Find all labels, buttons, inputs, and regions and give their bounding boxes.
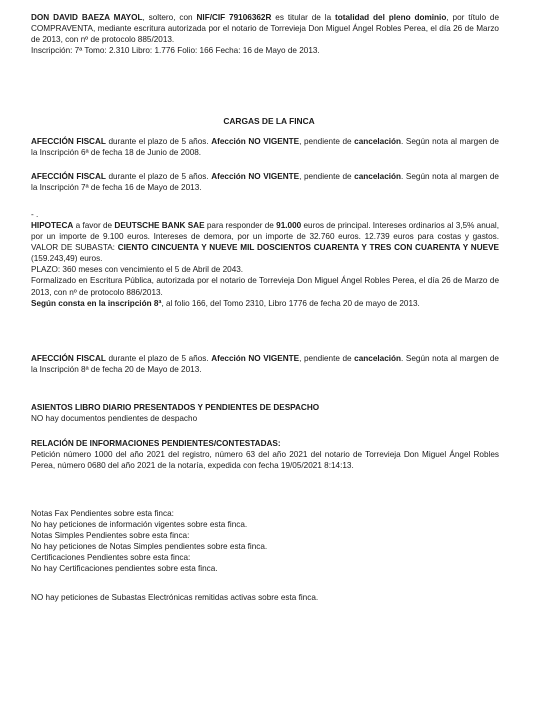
afeccion-1-text-3: . Según nota al margen de la Inscripción 6ª de fecha 18 de Junio de 2008.: [31, 137, 499, 158]
afeccion-3-text-2: , pendiente de: [299, 354, 355, 363]
afeccion-2-bold: AFECCIÓN FISCAL: [31, 172, 106, 181]
afeccion-2: [31, 171, 499, 193]
afeccion-2-text-3: . Según nota al margen de la Inscripción 7ª de fecha 16 de Mayo de 2013.: [31, 172, 499, 193]
owner-text-1: , soltero, con: [142, 13, 197, 22]
owner-name: DON DAVID BAEZA MAYOL: [31, 13, 143, 22]
asientos-title: ASIENTOS LIBRO DIARIO PRESENTADOS Y PENDIENTES DE DESPACHO: [31, 403, 320, 412]
afeccion-3-status: Afección NO VIGENTE: [211, 354, 300, 363]
afeccion-2-text-2: , pendiente de: [299, 172, 355, 181]
owner-nif: NIF/CIF 79106362R: [196, 13, 272, 22]
owner-text-3: , por título de COMPRAVENTA, mediante escritura autorizada por el notario de Torrevieja Don Miguel Ángel Robles Perea, el día 26 de Marzo de 2013, con nº de protocolo 885/2013.: [31, 13, 500, 45]
hipoteca-amount: 91.000: [276, 221, 302, 230]
hipoteca-text-3: euros de principal. Intereses ordinarios al 3,5% anual, por un importe de 9.100 euros. Intereses de demora, por un importe de 32.760 euros. 12.739 euros para costas y gastos. VALOR DE SUBASTA:: [31, 221, 499, 253]
notas-line: No hay peticiones de información vigentes sobre esta finca.: [31, 520, 248, 530]
afeccion-1-cancel: cancelación: [354, 137, 402, 146]
notas-line: No hay peticiones de Notas Simples pendientes sobre esta finca.: [31, 542, 268, 552]
afeccion-1: [31, 136, 499, 158]
hipoteca-text-1: a favor de: [73, 221, 115, 230]
afeccion-2-cancel: cancelación: [354, 172, 402, 181]
hipoteca-text-4: (159.243,49) euros.: [31, 254, 103, 264]
hipoteca-paragraph: [31, 220, 499, 309]
notas-line: No hay Certificaciones pendientes sobre esta finca.: [31, 564, 218, 574]
afeccion-3-cancel: cancelación: [354, 354, 402, 363]
hipoteca-text-2: para responder de: [204, 221, 277, 230]
hipoteca-consta: [31, 298, 499, 309]
hipoteca-consta-bold: Según consta en la inscripción 8ª: [31, 298, 162, 308]
dash-marker: - .: [31, 210, 39, 219]
owner-inscription: Inscripción: 7ª Tomo: 2.310 Libro: 1.776 Folio: 166 Fecha: 16 de Mayo de 2013.: [31, 46, 320, 56]
afeccion-3: [31, 353, 499, 375]
hipoteca-bank: DEUTSCHE BANK SAE: [114, 221, 205, 230]
owner-totality: totalidad del pleno dominio: [335, 13, 447, 22]
relacion-title: RELACIÓN DE INFORMACIONES PENDIENTES/CONTESTADAS:: [31, 439, 281, 448]
relacion-text: Petición número 1000 del año 2021 del registro, número 63 del año 2021 del notario de Torrevieja Don Miguel Ángel Robles Perea, número 0680 del año 2021 de la notaría, expedida con fecha 19/05/2021 8:14:13.: [31, 450, 499, 471]
afeccion-3-text: durante el plazo de 5 años.: [105, 354, 212, 363]
afeccion-1-bold: AFECCIÓN FISCAL: [31, 137, 106, 146]
subastas-text: NO hay peticiones de Subastas Electrónicas remitidas activas sobre esta finca.: [31, 593, 319, 602]
cargas-heading: CARGAS DE LA FINCA: [223, 116, 315, 126]
hipoteca-bold: HIPOTECA: [31, 221, 74, 230]
notas-line: Notas Simples Pendientes sobre esta finca:: [31, 531, 190, 541]
afeccion-1-status: Afección NO VIGENTE: [211, 137, 300, 146]
owner-paragraph: [31, 12, 499, 56]
afeccion-3-text-3: . Según nota al margen de la Inscripción 8ª de fecha 20 de Mayo de 2013.: [31, 354, 499, 375]
afeccion-1-text-2: , pendiente de: [299, 137, 355, 146]
hipoteca-consta-text: , al folio 166, del Tomo 2310, Libro 1776 de fecha 20 de mayo de 2013.: [161, 298, 420, 308]
notas-line: Certificaciones Pendientes sobre esta finca:: [31, 553, 191, 563]
asientos-text: NO hay documentos pendientes de despacho: [31, 414, 198, 424]
notas-line: Notas Fax Pendientes sobre esta finca:: [31, 509, 174, 518]
relacion-section: [31, 438, 499, 471]
hipoteca-formalizado: Formalizado en Escritura Pública, autorizada por el notario de Torrevieja Don Miguel Ángel Robles Perea, el día 26 de Marzo de 2013, con nº de protocolo 886/2013.: [31, 276, 499, 297]
hipoteca-plazo: PLAZO: 360 meses con vencimiento el 5 de Abril de 2043.: [31, 265, 244, 275]
afeccion-2-text: durante el plazo de 5 años.: [105, 172, 212, 181]
afeccion-3-bold: AFECCIÓN FISCAL: [31, 354, 106, 363]
hipoteca-subasta-value: CIENTO CINCUENTA Y NUEVE MIL DOSCIENTOS CUARENTA Y TRES CON CUARENTA Y NUEVE: [117, 243, 500, 253]
afeccion-2-status: Afección NO VIGENTE: [211, 172, 300, 181]
notas-section: [31, 508, 499, 575]
asientos-section: [31, 402, 499, 424]
afeccion-1-text: durante el plazo de 5 años.: [105, 137, 212, 146]
owner-text-2: es titular de la: [271, 13, 336, 22]
